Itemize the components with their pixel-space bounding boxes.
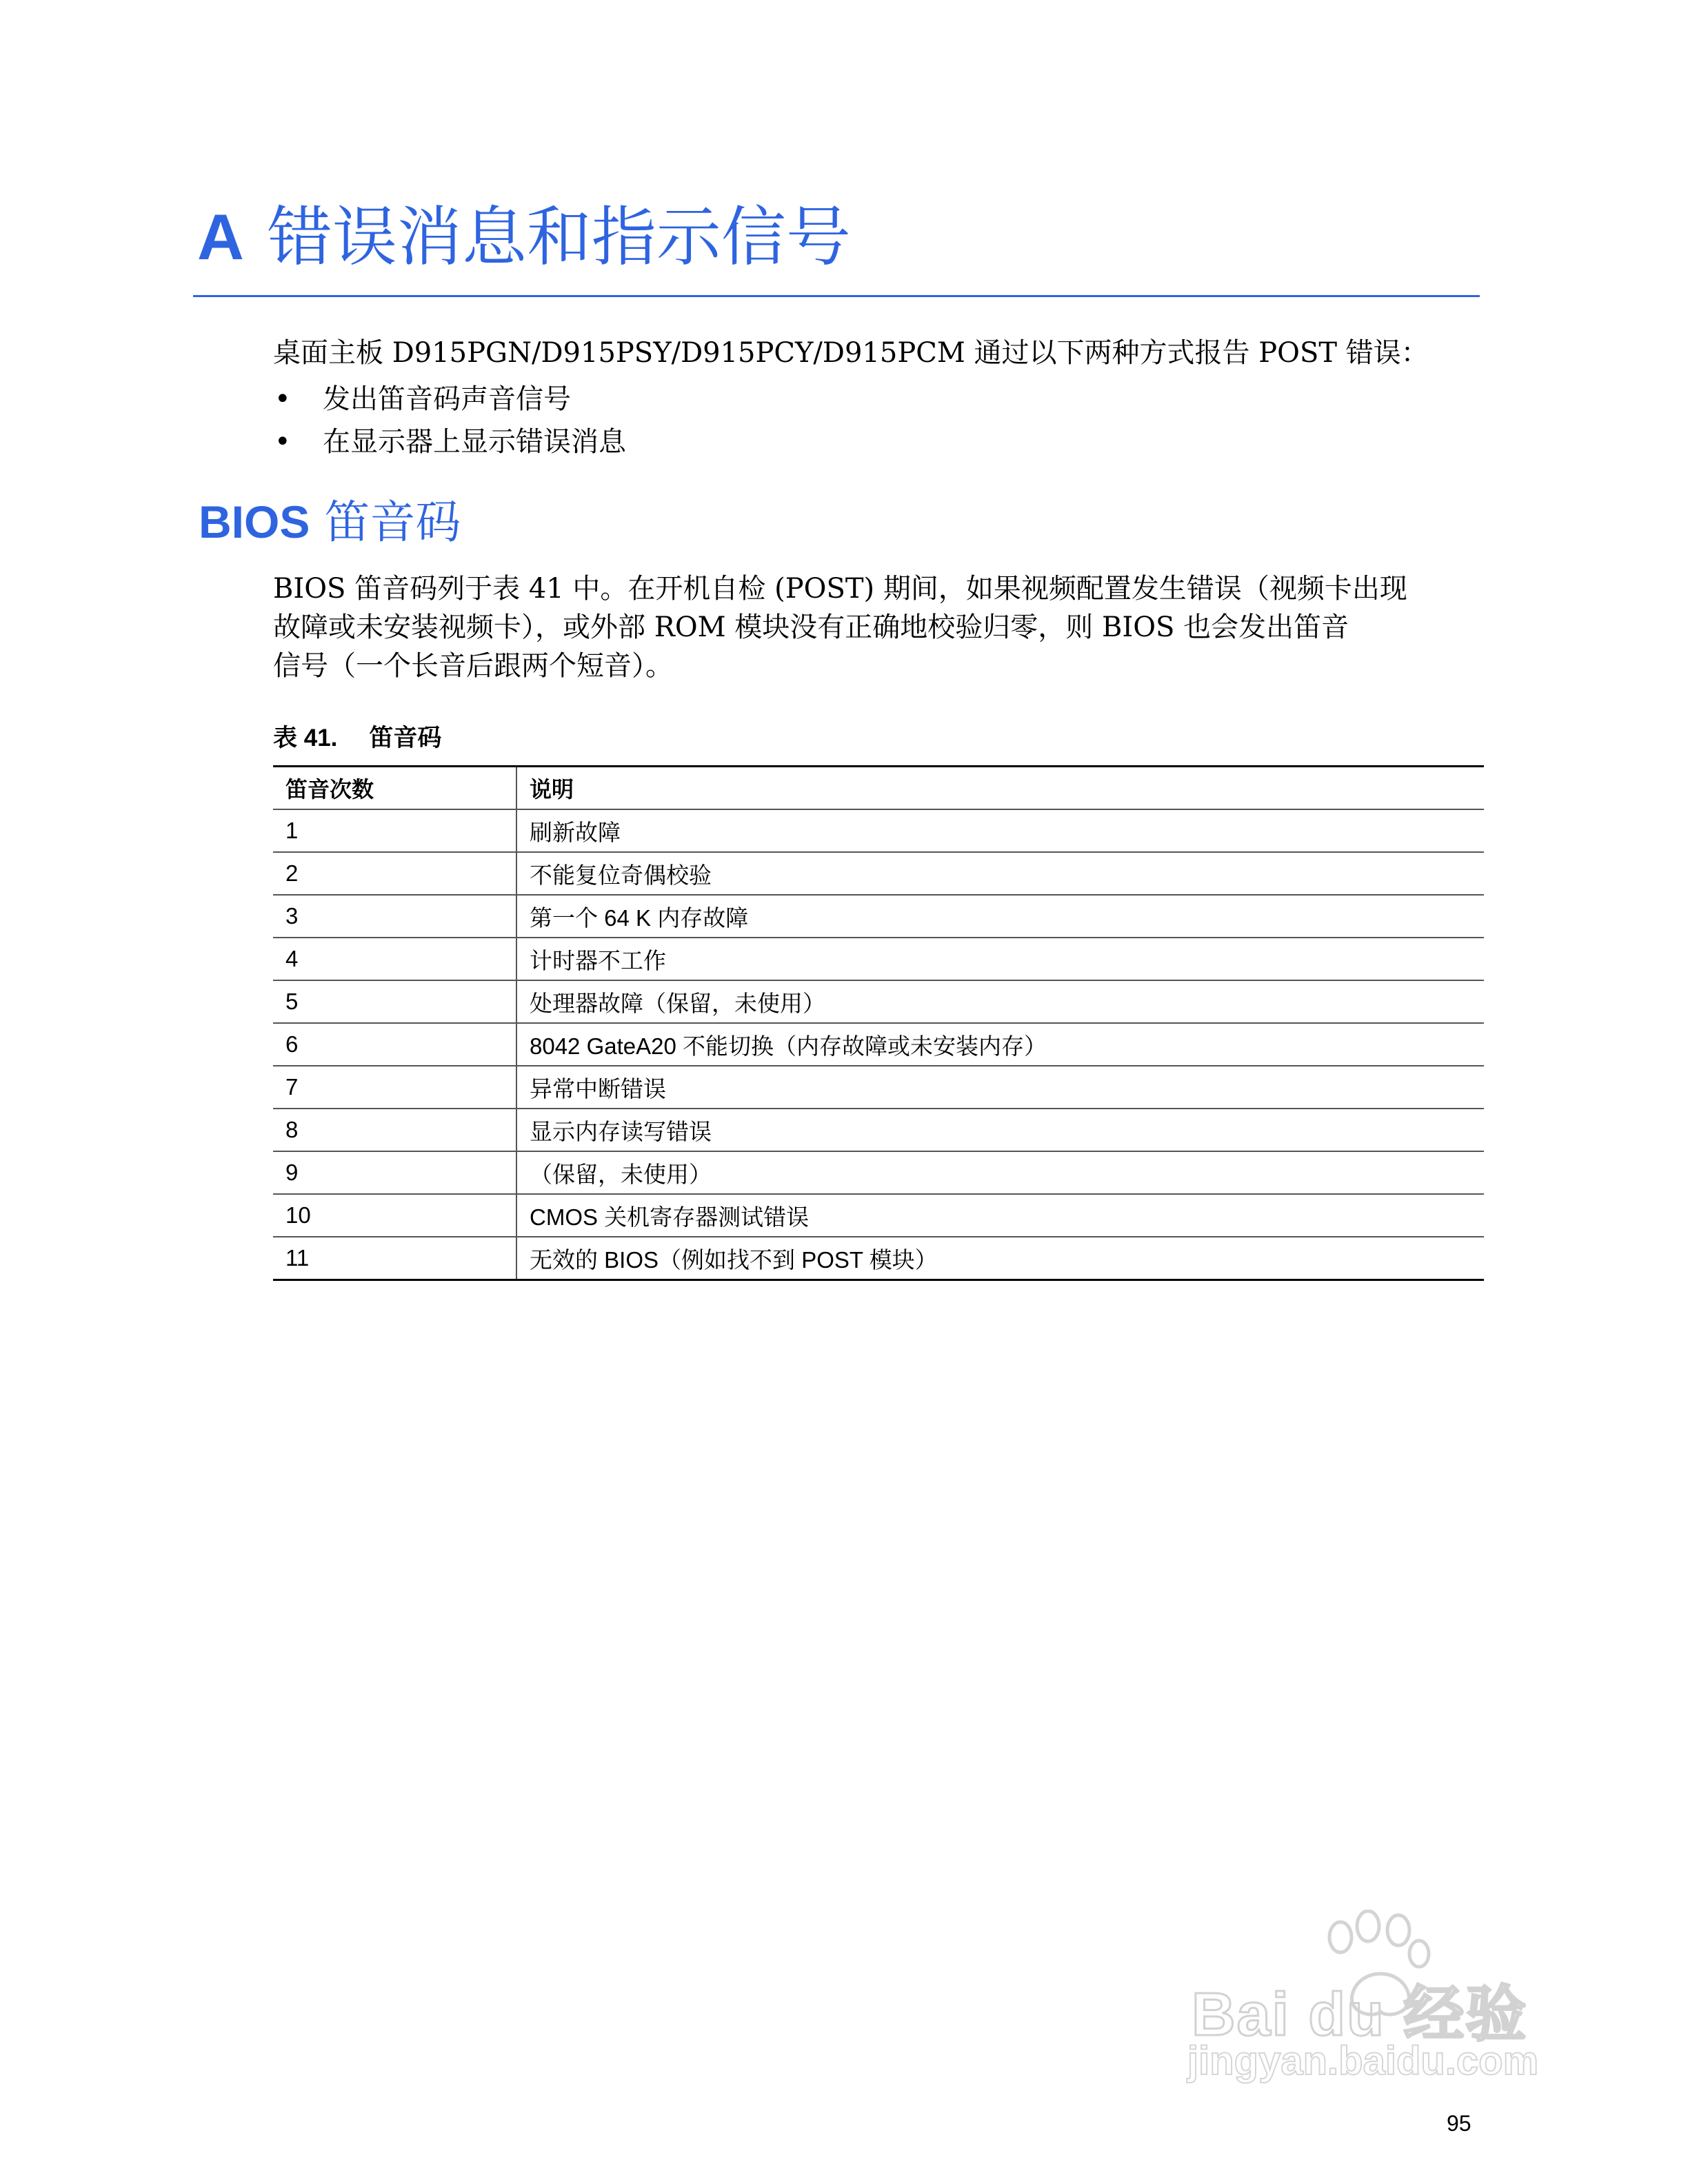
chapter-letter: A (197, 201, 244, 273)
table-row (273, 1151, 1484, 1194)
beep-count-cell: 11 (273, 1237, 516, 1280)
table-row (273, 1237, 1484, 1280)
list-item-text: 发出笛音码声音信号 (323, 383, 571, 415)
section-title (199, 491, 461, 554)
description-cell: 刷新故障 (516, 809, 1484, 852)
list-item (273, 378, 626, 421)
table-row (273, 852, 1484, 895)
paragraph-line: 故障或未安装视频卡），或外部 ROM 模块没有正确地校验归零，则 BIOS 也会发出笛音 (273, 611, 1349, 643)
table-row (273, 1194, 1484, 1237)
table-row (273, 809, 1484, 852)
page-number: 95 (1447, 2111, 1471, 2136)
intro-paragraph: 桌面主板 D915PGN/D915PSY/D915PCY/D915PCM 通过以下两种方式报告 POST 错误： (273, 337, 1429, 369)
description-cell: 无效的 BIOS（例如找不到 POST 模块） (516, 1237, 1484, 1280)
table-header-row (273, 767, 1484, 810)
description-cell: （保留，未使用） (516, 1151, 1484, 1194)
chapter-divider (193, 295, 1480, 297)
description-cell: 异常中断错误 (516, 1066, 1484, 1109)
table-caption-title: 笛音码 (369, 725, 442, 752)
column-header-beeps: 笛音次数 (273, 767, 516, 810)
table-row (273, 1109, 1484, 1151)
watermark-brand: Bai du 经验 (1192, 1980, 1528, 2048)
table-row (273, 980, 1484, 1023)
table-row (273, 938, 1484, 980)
watermark-url: jingyan.baidu.com (1187, 2039, 1539, 2083)
table-caption-number: 表 41. (273, 725, 338, 751)
beep-count-cell: 9 (273, 1151, 516, 1194)
bullet-icon: • (274, 426, 291, 458)
beep-count-cell: 5 (273, 980, 516, 1023)
table-row (273, 895, 1484, 938)
description-cell: 不能复位奇偶校验 (516, 852, 1484, 895)
table-row (273, 1066, 1484, 1109)
description-cell: 计时器不工作 (516, 938, 1484, 980)
list-item-text: 在显示器上显示错误消息 (323, 426, 626, 458)
paragraph-line: BIOS 笛音码列于表 41 中。在开机自检 (POST) 期间，如果视频配置发生错误（视频卡出现 (273, 573, 1407, 605)
section-title-cjk: 笛音码 (324, 496, 461, 549)
beep-code-table (273, 765, 1484, 1281)
beep-count-cell: 6 (273, 1023, 516, 1066)
beep-count-cell: 1 (273, 809, 516, 852)
bullet-icon: • (274, 383, 291, 415)
beep-count-cell: 3 (273, 895, 516, 938)
description-cell: 8042 GateA20 不能切换（内存故障或未安装内存） (516, 1023, 1484, 1066)
beep-count-cell: 2 (273, 852, 516, 895)
beep-count-cell: 4 (273, 938, 516, 980)
table-caption (273, 721, 441, 756)
description-cell: 第一个 64 K 内存故障 (516, 895, 1484, 938)
beep-count-cell: 8 (273, 1109, 516, 1151)
beep-count-cell: 10 (273, 1194, 516, 1237)
beep-count-cell: 7 (273, 1066, 516, 1109)
bullet-list (273, 378, 626, 463)
body-paragraph (273, 569, 1487, 685)
list-item (273, 421, 626, 463)
paragraph-line: 信号（一个长音后跟两个短音）。 (273, 650, 673, 682)
chapter-title (197, 196, 851, 279)
chapter-title-text: 错误消息和指示信号 (267, 200, 851, 275)
table-row (273, 1023, 1484, 1066)
column-header-description: 说明 (516, 767, 1484, 810)
description-cell: CMOS 关机寄存器测试错误 (516, 1194, 1484, 1237)
section-title-latin: BIOS (199, 496, 310, 547)
description-cell: 处理器故障（保留，未使用） (516, 980, 1484, 1023)
description-cell: 显示内存读写错误 (516, 1109, 1484, 1151)
